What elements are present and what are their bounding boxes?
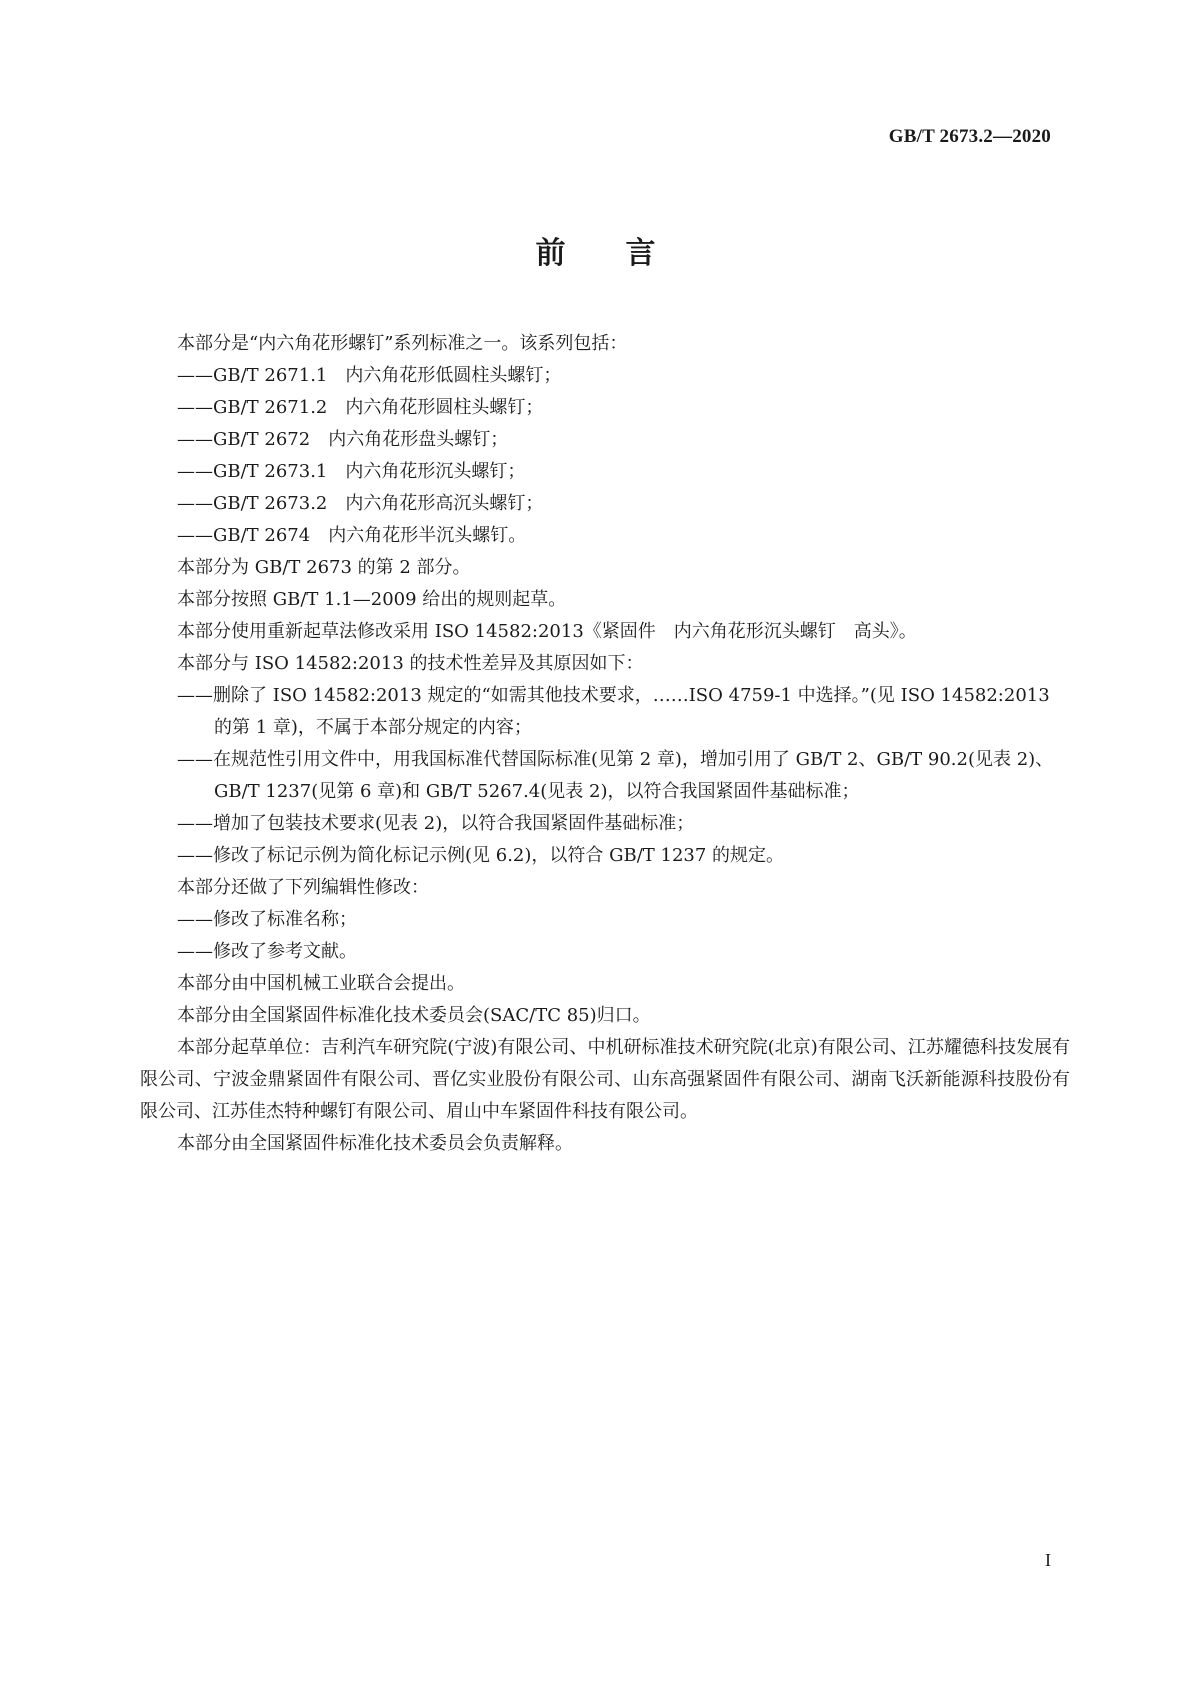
page-title: [0, 228, 1191, 272]
paragraph-drafting-units: 本部分起草单位：吉利汽车研究院(宁波)有限公司、中机研标准技术研究院(北京)有限公司、江苏耀德科技发展有限公司、宁波金鼎紧固件有限公司、晋亿实业股份有限公司、山东高强紧固件有限公司、湖南飞沃新能源科技股份有限公司、江苏佳杰特种螺钉有限公司、眉山中车紧固件科技有限公司。: [140, 1037, 1070, 1122]
paragraph-proposer: 本部分由中国机械工业联合会提出。: [177, 973, 465, 994]
paragraph-administrator: 本部分由全国紧固件标准化技术委员会(SAC/TC 85)归口。: [177, 1005, 651, 1026]
list-item-series-6: ——GB/T 2674 内六角花形半沉头螺钉。: [177, 525, 527, 546]
page-number: I: [1045, 1550, 1051, 1570]
paragraph-part-number: 本部分为 GB/T 2673 的第 2 部分。: [177, 557, 471, 578]
foreword-body: [140, 328, 1070, 1160]
list-item-difference-1: ——删除了 ISO 14582:2013 规定的“如需其他技术要求，……ISO 4759-1 中选择。”(见 ISO 14582:2013 的第 1 章)，不属于本部分规定的内容；: [177, 685, 1050, 738]
title-char-2: 言: [625, 236, 656, 271]
list-item-series-3: ——GB/T 2672 内六角花形盘头螺钉；: [177, 429, 509, 450]
paragraph-adoption: 本部分使用重新起草法修改采用 ISO 14582:2013《紧固件 内六角花形沉头螺钉 高头》。: [177, 621, 917, 642]
list-item-difference-2: ——在规范性引用文件中，用我国标准代替国际标准(见第 2 章)，增加引用了 GB/T 2、GB/T 90.2(见表 2)、GB/T 1237(见第 6 章)和 GB/T 5267.4(见表 2)，以符合我国紧固件基础标准；: [177, 749, 1054, 802]
list-item-editorial-2: ——修改了参考文献。: [177, 941, 357, 962]
list-item-difference-4: ——修改了标记示例为简化标记示例(见 6.2)，以符合 GB/T 1237 的规定。: [177, 845, 785, 866]
paragraph-drafting-rules: 本部分按照 GB/T 1.1—2009 给出的规则起草。: [177, 589, 567, 610]
list-item-series-5: ——GB/T 2673.2 内六角花形高沉头螺钉；: [177, 493, 544, 514]
list-item-series-2: ——GB/T 2671.2 内六角花形圆柱头螺钉；: [177, 397, 544, 418]
paragraph-series-intro: 本部分是“内六角花形螺钉”系列标准之一。该系列包括：: [177, 333, 628, 354]
list-item-series-1: ——GB/T 2671.1 内六角花形低圆柱头螺钉；: [177, 365, 562, 386]
list-item-series-4: ——GB/T 2673.1 内六角花形沉头螺钉；: [177, 461, 526, 482]
paragraph-editorial-intro: 本部分还做了下列编辑性修改：: [177, 877, 429, 898]
standard-number: GB/T 2673.2—2020: [888, 126, 1051, 147]
list-item-difference-3: ——增加了包装技术要求(见表 2)，以符合我国紧固件基础标准；: [177, 813, 695, 834]
paragraph-interpretation: 本部分由全国紧固件标准化技术委员会负责解释。: [177, 1133, 573, 1154]
paragraph-differences-intro: 本部分与 ISO 14582:2013 的技术性差异及其原因如下：: [177, 653, 644, 674]
list-item-editorial-1: ——修改了标准名称；: [177, 909, 357, 930]
title-char-1: 前: [535, 236, 566, 271]
